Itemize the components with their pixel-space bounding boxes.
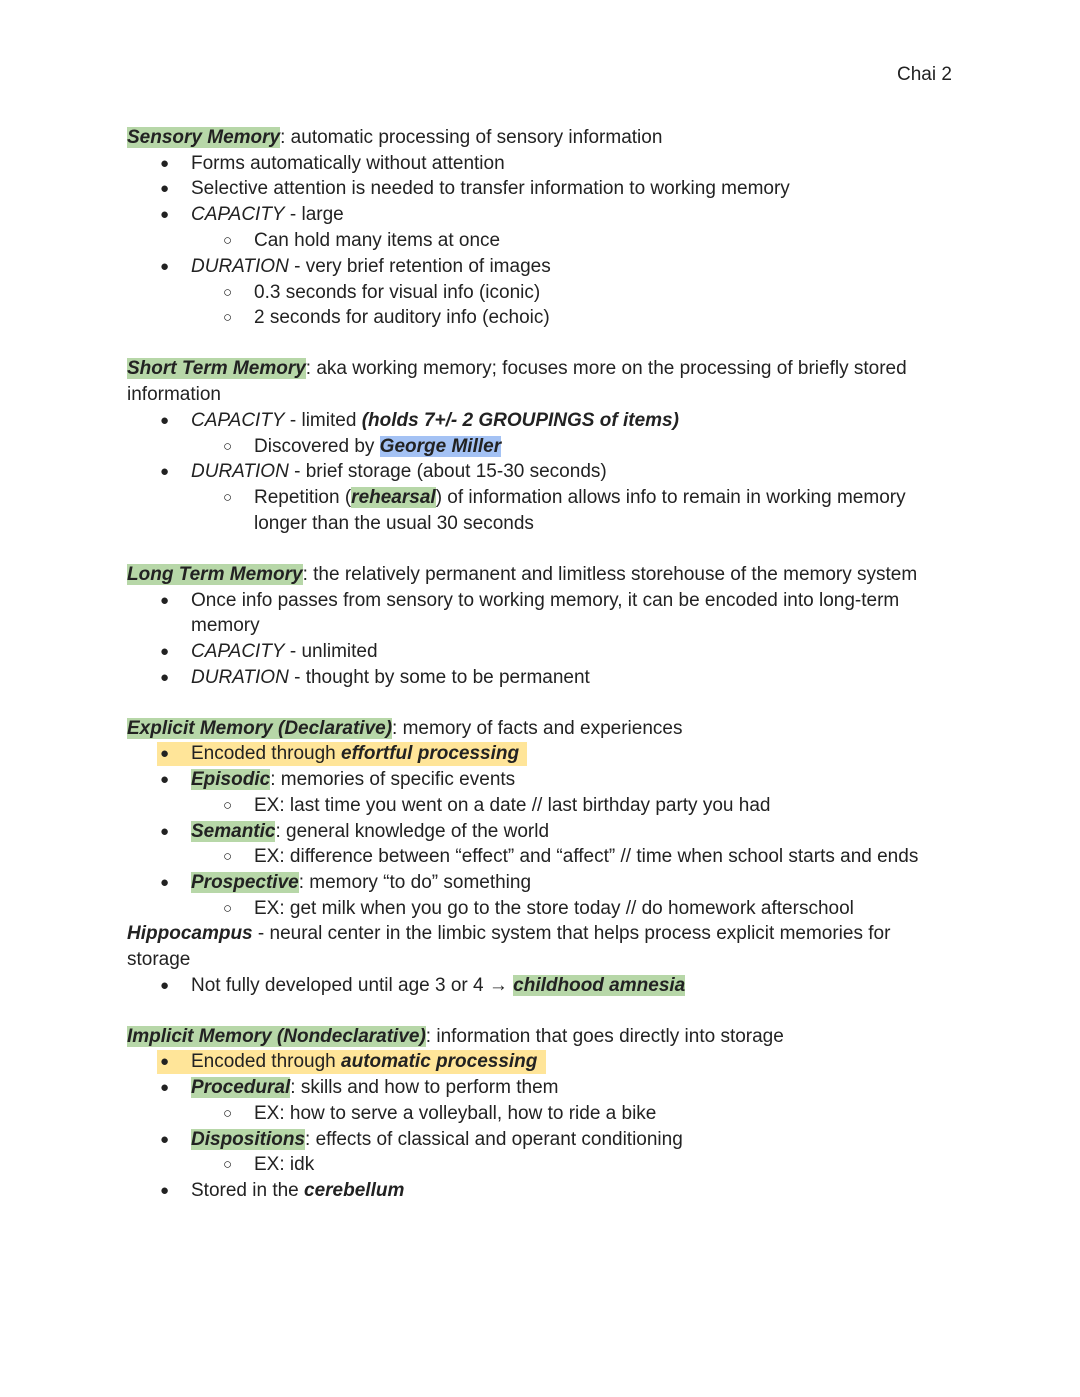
- sub-bullet-icon: ○: [223, 232, 233, 249]
- sub-list-item-cont: longer than the usual 30 seconds: [254, 513, 534, 534]
- list-item: Not fully developed until age 3 or 4 → childhood amnesia: [191, 975, 686, 996]
- bullet-icon: ●: [160, 823, 170, 840]
- sub-bullet-icon: ○: [223, 797, 233, 814]
- explicit-heading: Explicit Memory (Declarative): memory of facts and experiences: [127, 718, 683, 739]
- list-item: CAPACITY - large: [191, 204, 344, 225]
- bullet-icon: ●: [160, 643, 170, 660]
- term-effortful-processing: effortful processing: [341, 743, 520, 764]
- term-long-term-memory: Long Term Memory: [127, 564, 303, 585]
- bullet-icon: ●: [160, 1053, 170, 1070]
- sub-bullet-icon: ○: [223, 900, 233, 917]
- hippocampus-heading-cont: storage: [127, 949, 191, 970]
- list-item: Once info passes from sensory to working memory, it can be encoded into long-term: [191, 590, 900, 611]
- bullet-icon: ●: [160, 592, 170, 609]
- sub-list-item: EX: get milk when you go to the store today // do homework afterschool: [254, 898, 854, 919]
- bullet-icon: ●: [160, 258, 170, 275]
- sub-bullet-icon: ○: [223, 284, 233, 301]
- list-item: Stored in the cerebellum: [191, 1180, 405, 1201]
- list-item: DURATION - brief storage (about 15-30 seconds): [191, 461, 607, 482]
- term-george-miller: George Miller: [379, 436, 502, 457]
- list-item: Encoded through effortful processing: [191, 743, 520, 764]
- sub-list-item: EX: difference between “effect” and “affect” // time when school starts and ends: [254, 846, 919, 867]
- bullet-icon: ●: [160, 771, 170, 788]
- sub-list-item: 0.3 seconds for visual info (iconic): [254, 282, 541, 303]
- sub-bullet-icon: ○: [223, 438, 233, 455]
- list-item: Prospective: memory “to do” something: [191, 872, 532, 893]
- term-procedural: Procedural: [191, 1077, 291, 1098]
- list-item: Dispositions: effects of classical and operant conditioning: [191, 1129, 683, 1150]
- bullet-icon: ●: [160, 1182, 170, 1199]
- implicit-heading: Implicit Memory (Nondeclarative): information that goes directly into storage: [127, 1026, 784, 1047]
- sub-bullet-icon: ○: [223, 489, 233, 506]
- list-item: CAPACITY - limited (holds 7+/- 2 GROUPINGS of items): [191, 410, 679, 431]
- bullet-icon: ●: [160, 412, 170, 429]
- list-item: Forms automatically without attention: [191, 153, 505, 174]
- term-explicit-memory: Explicit Memory (Declarative): [127, 718, 393, 739]
- list-item: Semantic: general knowledge of the world: [191, 821, 550, 842]
- list-item: Encoded through automatic processing: [191, 1051, 538, 1072]
- sub-bullet-icon: ○: [223, 1105, 233, 1122]
- bullet-icon: ●: [160, 1079, 170, 1096]
- sub-list-item: 2 seconds for auditory info (echoic): [254, 307, 550, 328]
- sub-list-item: Discovered by George Miller: [254, 436, 502, 457]
- sub-bullet-icon: ○: [223, 309, 233, 326]
- bullet-icon: ●: [160, 669, 170, 686]
- sub-list-item: EX: last time you went on a date // last birthday party you had: [254, 795, 771, 816]
- bullet-icon: ●: [160, 874, 170, 891]
- term-short-term-memory: Short Term Memory: [127, 358, 306, 379]
- short-term-heading-cont: information: [127, 384, 221, 405]
- bullet-icon: ●: [160, 977, 170, 994]
- bullet-icon: ●: [160, 745, 170, 762]
- sub-list-item: EX: idk: [254, 1154, 315, 1175]
- short-term-heading: Short Term Memory: aka working memory; focuses more on the processing of briefly stored: [127, 358, 907, 379]
- long-term-heading: Long Term Memory: the relatively permanent and limitless storehouse of the memory system: [127, 564, 918, 585]
- sub-bullet-icon: ○: [223, 848, 233, 865]
- bullet-icon: ●: [160, 180, 170, 197]
- list-item: Episodic: memories of specific events: [191, 769, 516, 790]
- sensory-heading: Sensory Memory: automatic processing of sensory information: [127, 127, 663, 148]
- sub-list-item: EX: how to serve a volleyball, how to ride a bike: [254, 1103, 657, 1124]
- term-cerebellum: cerebellum: [304, 1180, 405, 1201]
- bullet-icon: ●: [160, 463, 170, 480]
- bullet-icon: ●: [160, 1131, 170, 1148]
- term-hippocampus: Hippocampus: [127, 923, 253, 944]
- term-prospective: Prospective: [191, 872, 299, 893]
- term-implicit-memory: Implicit Memory (Nondeclarative): [127, 1026, 426, 1047]
- list-item: DURATION - thought by some to be permanent: [191, 667, 590, 688]
- list-item-cont: memory: [191, 615, 260, 636]
- term-sensory-memory: Sensory Memory: [127, 127, 281, 148]
- term-rehearsal: rehearsal: [351, 487, 436, 508]
- sub-list-item: Repetition (rehearsal) of information allows info to remain in working memory: [254, 487, 906, 508]
- header-name: Chai 2: [897, 64, 952, 85]
- bullet-icon: ●: [160, 155, 170, 172]
- term-dispositions: Dispositions: [191, 1129, 306, 1150]
- term-semantic: Semantic: [191, 821, 276, 842]
- sub-bullet-icon: ○: [223, 1156, 233, 1173]
- term-episodic: Episodic: [191, 769, 271, 790]
- list-item: Selective attention is needed to transfer information to working memory: [191, 178, 790, 199]
- list-item: CAPACITY - unlimited: [191, 641, 378, 662]
- hippocampus-heading: Hippocampus - neural center in the limbic system that helps process explicit memories for: [127, 923, 891, 944]
- term-childhood-amnesia: childhood amnesia: [513, 975, 686, 996]
- list-item: DURATION - very brief retention of images: [191, 256, 551, 277]
- term-automatic-processing: automatic processing: [341, 1051, 538, 1072]
- sub-list-item: Can hold many items at once: [254, 230, 501, 251]
- list-item: Procedural: skills and how to perform them: [191, 1077, 559, 1098]
- bullet-icon: ●: [160, 206, 170, 223]
